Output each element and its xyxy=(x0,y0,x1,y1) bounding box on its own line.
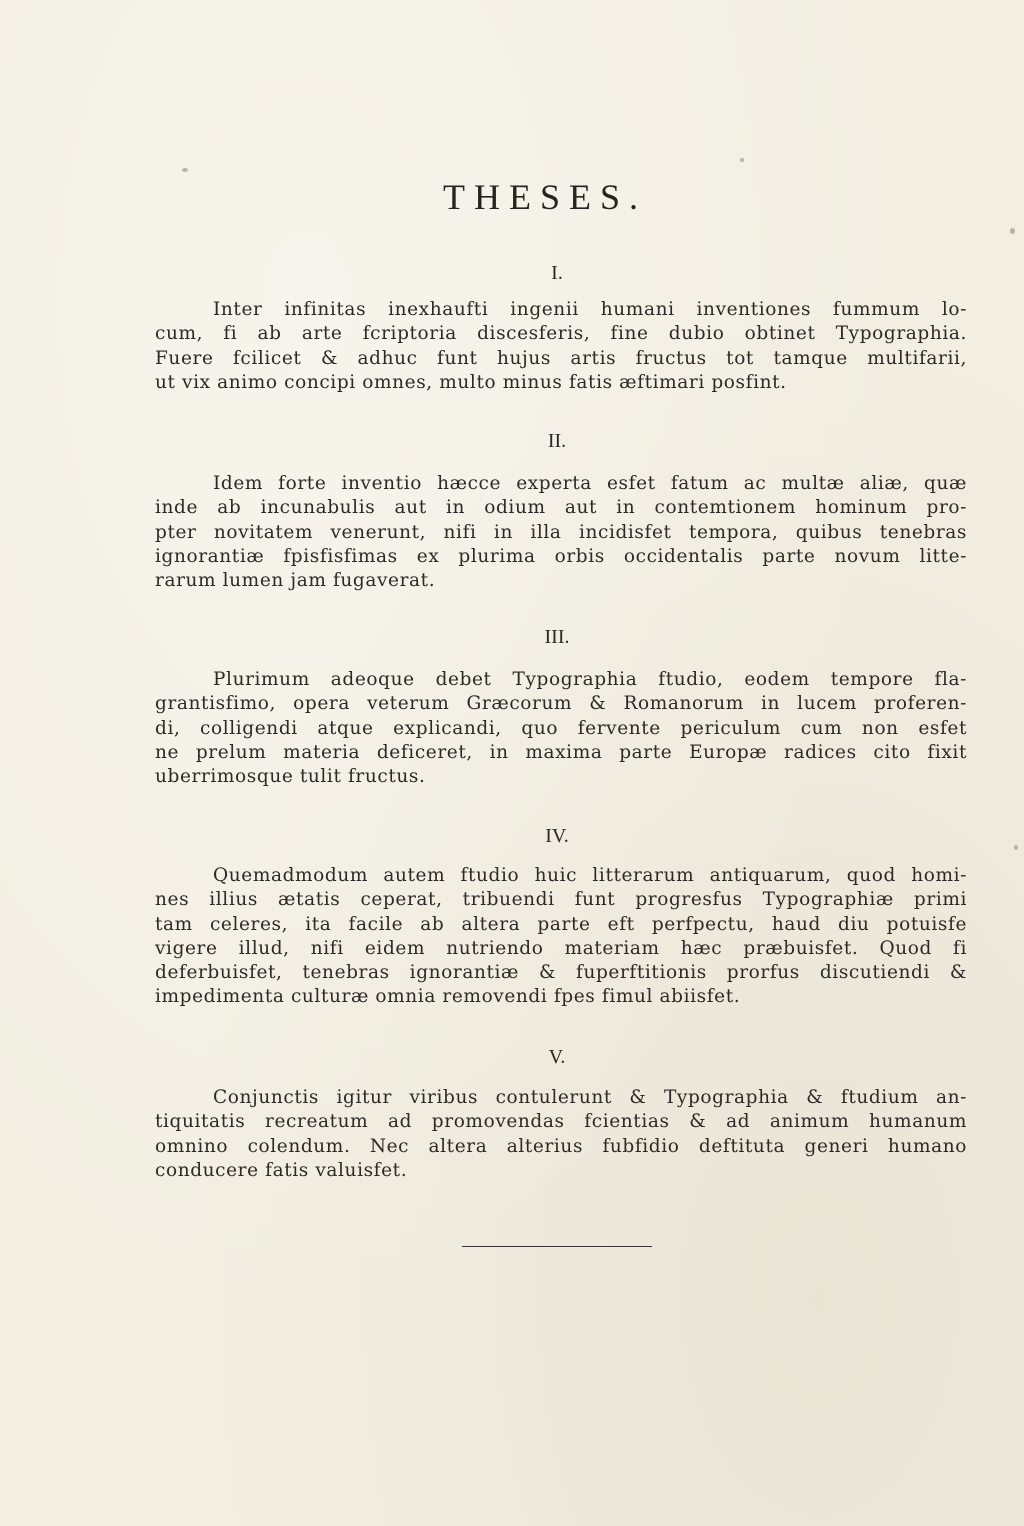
thesis-numeral-2: II. xyxy=(547,430,567,452)
text-line: ne prelum materia deficeret, in maxima parte Europæ radices cito fixit xyxy=(155,741,967,763)
text-line: Conjunctis igitur viribus contulerunt & Typographia & ftudium an- xyxy=(213,1087,967,1108)
text-line: nes illius ætatis ceperat, tribuendi funt progresfus Typographiæ primi xyxy=(155,889,967,911)
thesis-numeral-1: I. xyxy=(551,262,563,284)
text-line: ut vix animo concipi omnes, multo minus fatis æftimari posfint. xyxy=(155,371,787,393)
thesis-paragraph-1 xyxy=(155,298,967,395)
paper-speck xyxy=(740,158,744,162)
thesis-numeral-3: III. xyxy=(544,626,570,648)
text-line: uberrimosque tulit fructus. xyxy=(155,766,426,788)
text-line: inde ab incunabulis aut in odium aut in contemtionem hominum pro- xyxy=(155,497,967,519)
page-title: THESES. xyxy=(442,177,647,217)
text-line: Inter infinitas inexhaufti ingenii humani inventiones fummum lo- xyxy=(213,299,967,320)
text-line: grantisfimo, opera veterum Græcorum & Romanorum in lucem proferen- xyxy=(155,693,967,715)
text-line: tam celeres, ita facile ab altera parte eft perfpectu, haud diu potuisfe xyxy=(155,913,967,935)
text-line: Fuere fcilicet & adhuc funt hujus artis fructus tot tamque multifarii, xyxy=(155,347,967,369)
paper-speck xyxy=(182,168,188,172)
text-line: deferbuisfet, tenebras ignorantiæ & fuperftitionis prorfus discutiendi & xyxy=(155,962,967,984)
text-line: ignorantiæ fpisfisfimas ex plurima orbis occidentalis parte novum litte- xyxy=(155,545,967,567)
closing-rule xyxy=(462,1246,652,1247)
text-line: tiquitatis recreatum ad promovendas fcientias & ad animum humanum xyxy=(155,1111,967,1133)
thesis-numeral-5: V. xyxy=(548,1046,566,1068)
text-line: omnino colendum. Nec altera alterius fubfidio deftituta generi humano xyxy=(155,1135,967,1157)
text-line: Plurimum adeoque debet Typographia ftudio, eodem tempore fla- xyxy=(213,669,967,690)
text-line: vigere illud, nifi eidem nutriendo materiam hæc præbuisfet. Quod fi xyxy=(155,937,967,959)
thesis-numeral-4: IV. xyxy=(545,825,569,847)
text-line: Idem forte inventio hæcce experta esfet fatum ac multæ aliæ, quæ xyxy=(213,473,967,494)
text-line: impedimenta culturæ omnia removendi fpes fimul abiisfet. xyxy=(155,986,741,1008)
thesis-paragraph-5 xyxy=(155,1086,967,1183)
paper-speck xyxy=(1010,228,1015,234)
text-line: conducere fatis valuisfet. xyxy=(155,1159,408,1181)
text-line: cum, fi ab arte fcriptoria discesferis, fine dubio obtinet Typographia. xyxy=(155,323,967,345)
text-line: pter novitatem venerunt, nifi in illa incidisfet tempora, quibus tenebras xyxy=(155,521,967,543)
text-line: Quemadmodum autem ftudio huic litterarum antiquarum, quod homi- xyxy=(213,865,967,886)
thesis-paragraph-2 xyxy=(155,472,967,593)
text-line: di, colligendi atque explicandi, quo fervente periculum cum non esfet xyxy=(155,717,967,739)
text-line: rarum lumen jam fugaverat. xyxy=(155,570,436,592)
thesis-paragraph-4 xyxy=(155,864,967,1010)
thesis-paragraph-3 xyxy=(155,668,967,789)
